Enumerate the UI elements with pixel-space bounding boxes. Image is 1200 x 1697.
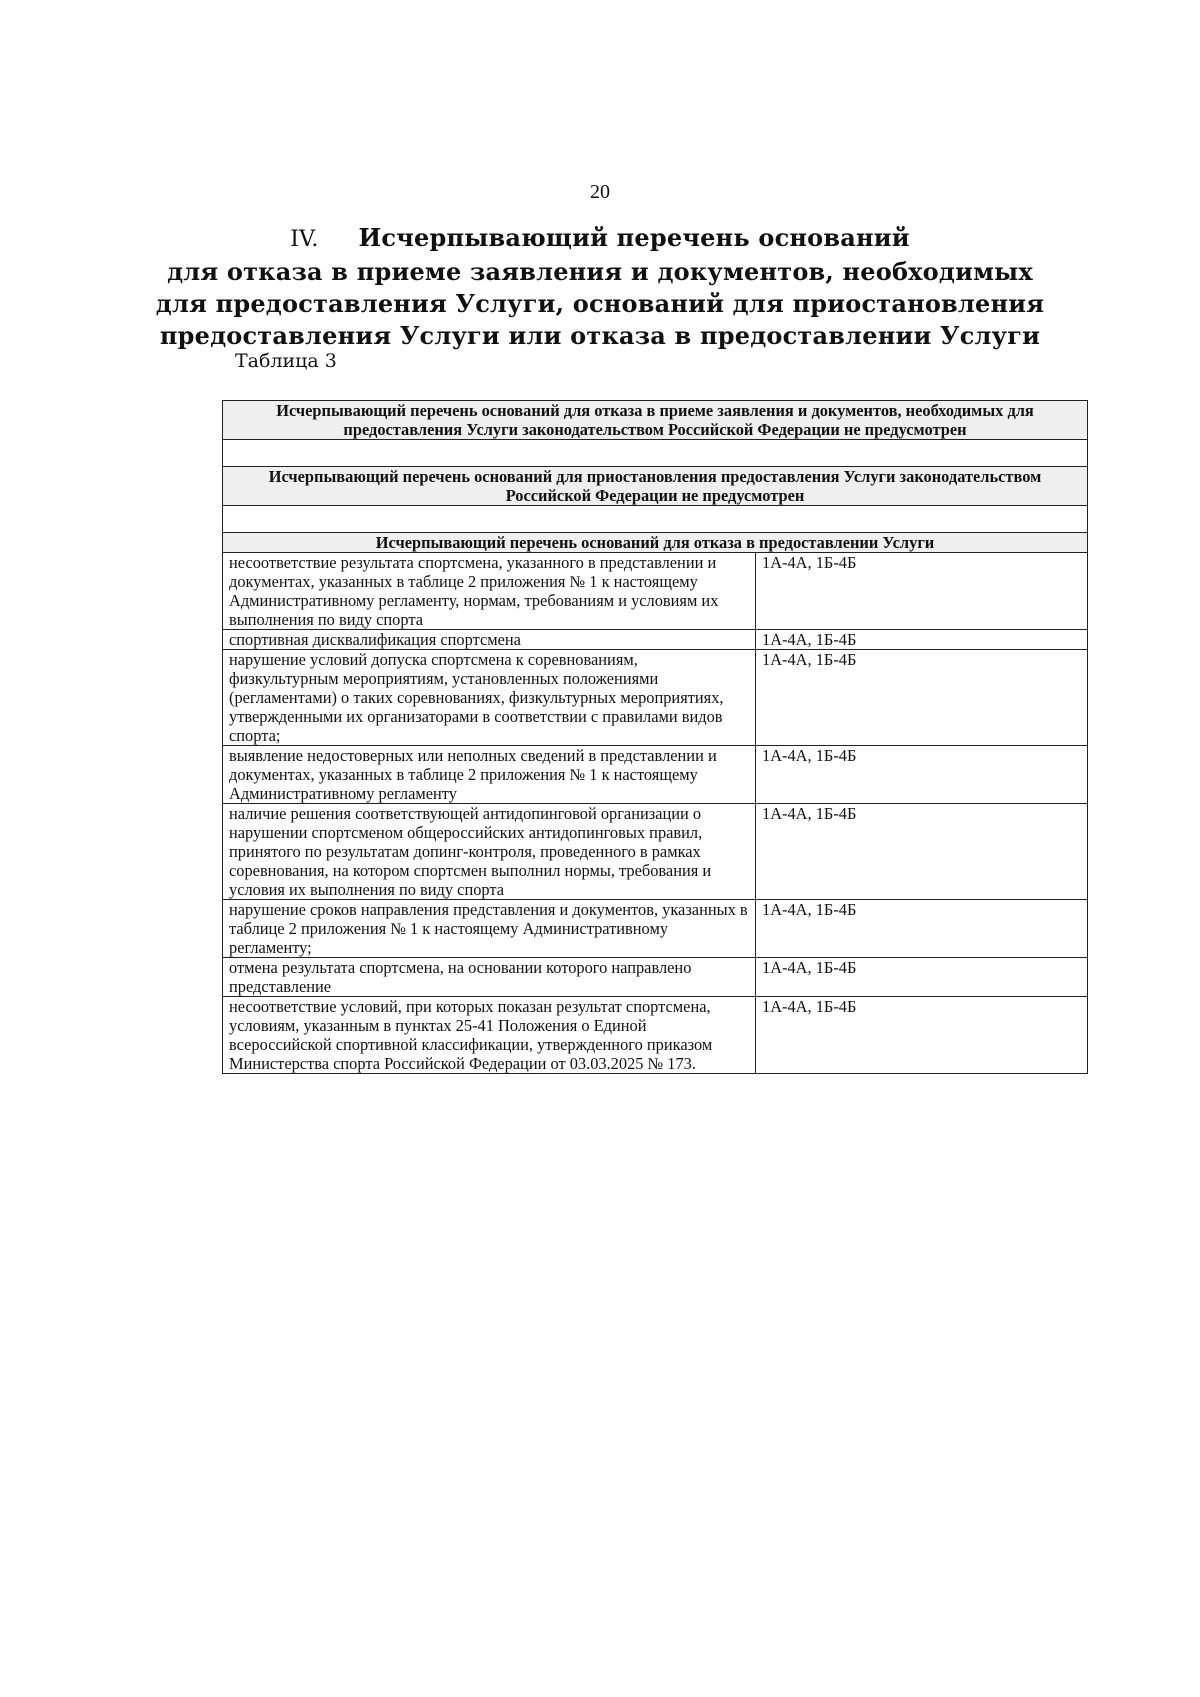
reason-cell: несоответствие условий, при которых показан результат спортсмена, условиям, указанным в пунктах 25-41 Положения о Единой всероссийской спортивной классификации, утвержденного приказом Министерства спорта Российской Федерации от 03.03.2025 № 173.	[223, 997, 756, 1074]
reason-cell: отмена результата спортсмена, на основании которого направлено представление	[223, 958, 756, 997]
reason-cell: выявление недостоверных или неполных сведений в представлении и документах, указанных в таблице 2 приложения № 1 к настоящему Административному регламенту	[223, 746, 756, 804]
reason-cell: несоответствие результата спортсмена, указанного в представлении и документах, указанных в таблице 2 приложения № 1 к настоящему Административному регламенту, нормам, требованиям и условиям их выполнения по виду спорта	[223, 553, 756, 630]
table-caption: Таблица 3	[235, 350, 337, 372]
section-title-line-3: для предоставления Услуги, оснований для приостановления	[155, 289, 1045, 318]
table-row	[223, 553, 1088, 630]
reason-cell: нарушение условий допуска спортсмена к соревнованиям, физкультурным мероприятиям, установленных положениями (регламентами) о таких соревнованиях, физкультурных мероприятиях, утвержденными их организаторами в соответствии с правилами видов спорта;	[223, 650, 756, 746]
section-heading	[0, 222, 1200, 352]
forms-cell: 1А-4А, 1Б-4Б	[756, 553, 1088, 630]
forms-cell: 1А-4А, 1Б-4Б	[756, 746, 1088, 804]
section-title-line-1: Исчерпывающий перечень оснований	[358, 223, 910, 252]
table-row	[223, 630, 1088, 650]
table-row	[223, 650, 1088, 746]
suspension-heading: Исчерпывающий перечень оснований для приостановления предоставления Услуги законодательством Российской Федерации не предусмотрен	[223, 467, 1088, 506]
table-row	[223, 958, 1088, 997]
table-row-refusal-heading	[223, 533, 1088, 553]
acceptance-refusal-heading: Исчерпывающий перечень оснований для отказа в приеме заявления и документов, необходимых для предоставления Услуги законодательством Российской Федерации не предусмотрен	[223, 401, 1088, 440]
table-row	[223, 997, 1088, 1074]
section-numeral: IV.	[290, 227, 319, 252]
forms-cell: 1А-4А, 1Б-4Б	[756, 650, 1088, 746]
forms-cell: 1А-4А, 1Б-4Б	[756, 630, 1088, 650]
forms-cell: 1А-4А, 1Б-4Б	[756, 958, 1088, 997]
forms-cell: 1А-4А, 1Б-4Б	[756, 804, 1088, 900]
refusal-heading: Исчерпывающий перечень оснований для отказа в предоставлении Услуги	[223, 533, 1088, 553]
grounds-table	[222, 400, 1088, 1074]
section-title-line-4: предоставления Услуги или отказа в предоставлении Услуги	[159, 321, 1041, 350]
section-title-line-2: для отказа в приеме заявления и документов, необходимых	[167, 257, 1033, 286]
section-heading-line-1	[0, 222, 1200, 256]
reason-cell: наличие решения соответствующей антидопинговой организации о нарушении спортсменом общероссийских антидопинговых правил, принятого по результатам допинг-контроля, проведенного в рамках соревнования, на котором спортсмен выполнил нормы, требования и условия их выполнения по виду спорта	[223, 804, 756, 900]
forms-cell: 1А-4А, 1Б-4Б	[756, 900, 1088, 958]
forms-cell: 1А-4А, 1Б-4Б	[756, 997, 1088, 1074]
blank-cell	[223, 506, 1088, 533]
reason-cell: спортивная дисквалификация спортсмена	[223, 630, 756, 650]
table-row	[223, 900, 1088, 958]
table-row	[223, 746, 1088, 804]
table-row-suspension-heading	[223, 467, 1088, 506]
page-number: 20	[590, 181, 610, 203]
reason-cell: нарушение сроков направления представления и документов, указанных в таблице 2 приложения № 1 к настоящему Административному регламенту;	[223, 900, 756, 958]
blank-cell	[223, 440, 1088, 467]
table-row-blank	[223, 440, 1088, 467]
table-row	[223, 804, 1088, 900]
table-row-acceptance-heading	[223, 401, 1088, 440]
table-row-blank	[223, 506, 1088, 533]
